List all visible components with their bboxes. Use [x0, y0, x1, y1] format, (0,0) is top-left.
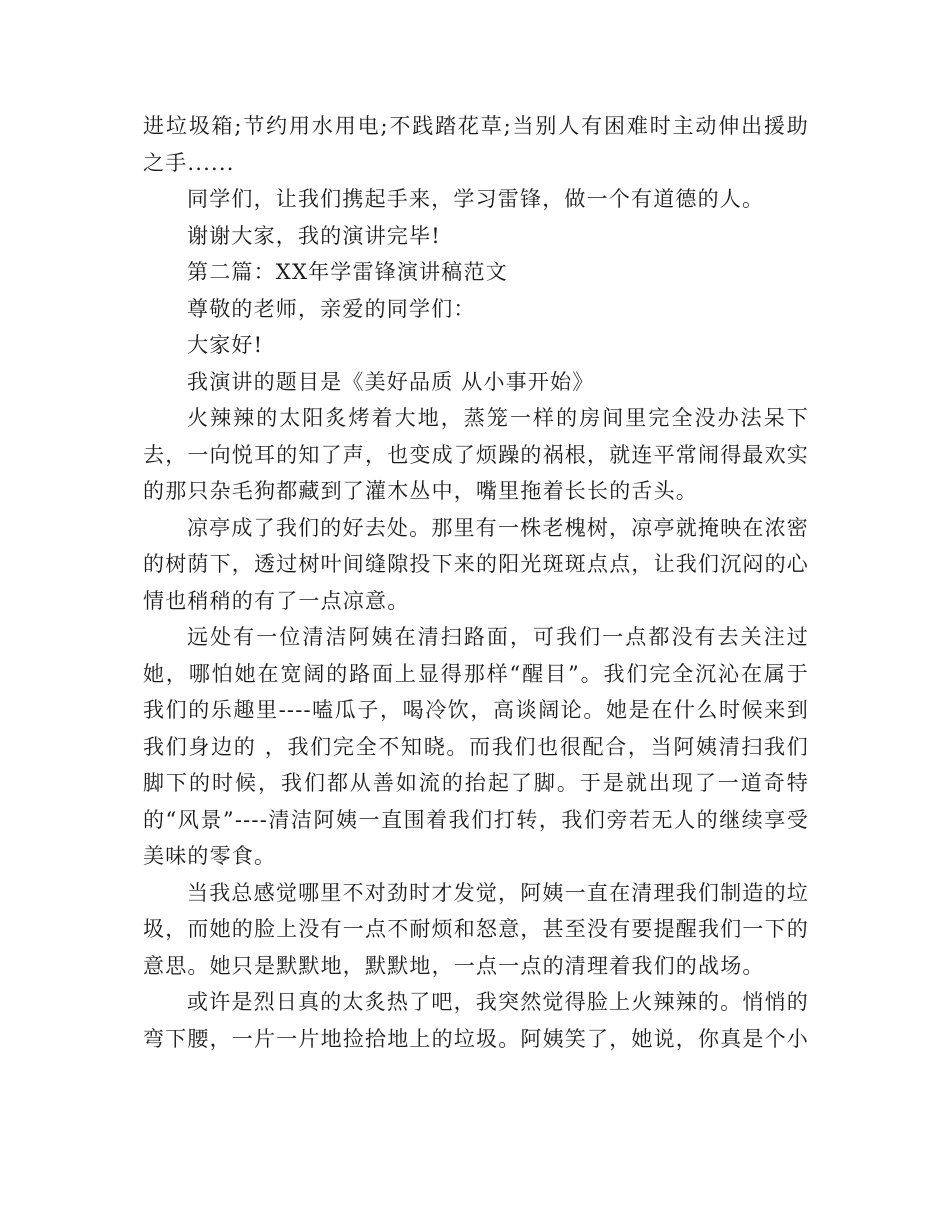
section-heading: 第二篇：XX年学雷锋演讲稿范文	[187, 260, 508, 284]
document-body	[143, 108, 809, 1057]
paragraph: 当我总感觉哪里不对劲时才发觉，阿姨一直在清理我们制造的垃圾，而她的脸上没有一点不耐烦和怒意，甚至没有要提醒我们一下的意思。她只是默默地，默默地，一点一点的清理着我们的战场。	[143, 880, 809, 978]
speech-title-line: 我演讲的题目是《美好品质 从小事开始》	[187, 369, 595, 394]
paragraph: 远处有一位清洁阿姨在清扫路面，可我们一点都没有去关注过她，哪怕她在宽阔的路面上显得那样“醒目”。我们完全沉沁在属于我们的乐趣里----嗑瓜子，喝冷饮，高谈阔论。她是在什么时候来到我们身边的 ，我们完全不知晓。而我们也很配合，当阿姨清扫我们脚下的时候，我们都从善如流的抬起了脚。于是就出现了一道奇特的“风景”----清洁阿姨一直围着我们打转，我们旁若无人的继续享受美味的零食。	[143, 625, 809, 868]
greeting: 大家好!	[187, 333, 264, 357]
salutation: 尊敬的老师，亲爱的同学们：	[187, 296, 476, 321]
paragraph: 同学们，让我们携起手来，学习雷锋，做一个有道德的人。	[187, 187, 765, 211]
paragraph: 或许是烈日真的太炙热了吧，我突然觉得脸上火辣辣的。悄悄的弯下腰，一片一片地捡拾地上的垃圾。阿姨笑了，她说，你真是个小	[143, 990, 809, 1051]
paragraph: 凉亭成了我们的好去处。那里有一株老槐树，凉亭就掩映在浓密的树荫下，透过树叶间缝隙投下来的阳光斑斑点点，让我们沉闷的心情也稍稍的有了一点凉意。	[143, 515, 809, 613]
paragraph: 火辣辣的太阳炙烤着大地，蒸笼一样的房间里完全没办法呆下去，一向悦耳的知了声，也变成了烦躁的祸根，就连平常闹得最欢实的那只杂毛狗都藏到了灌木丛中，嘴里拖着长长的舌头。	[143, 406, 809, 503]
paragraph: 进垃圾箱;节约用水用电;不践踏花草;当别人有困难时主动伸出援助之手......	[143, 114, 809, 175]
paragraph: 谢谢大家，我的演讲完毕!	[187, 223, 441, 248]
